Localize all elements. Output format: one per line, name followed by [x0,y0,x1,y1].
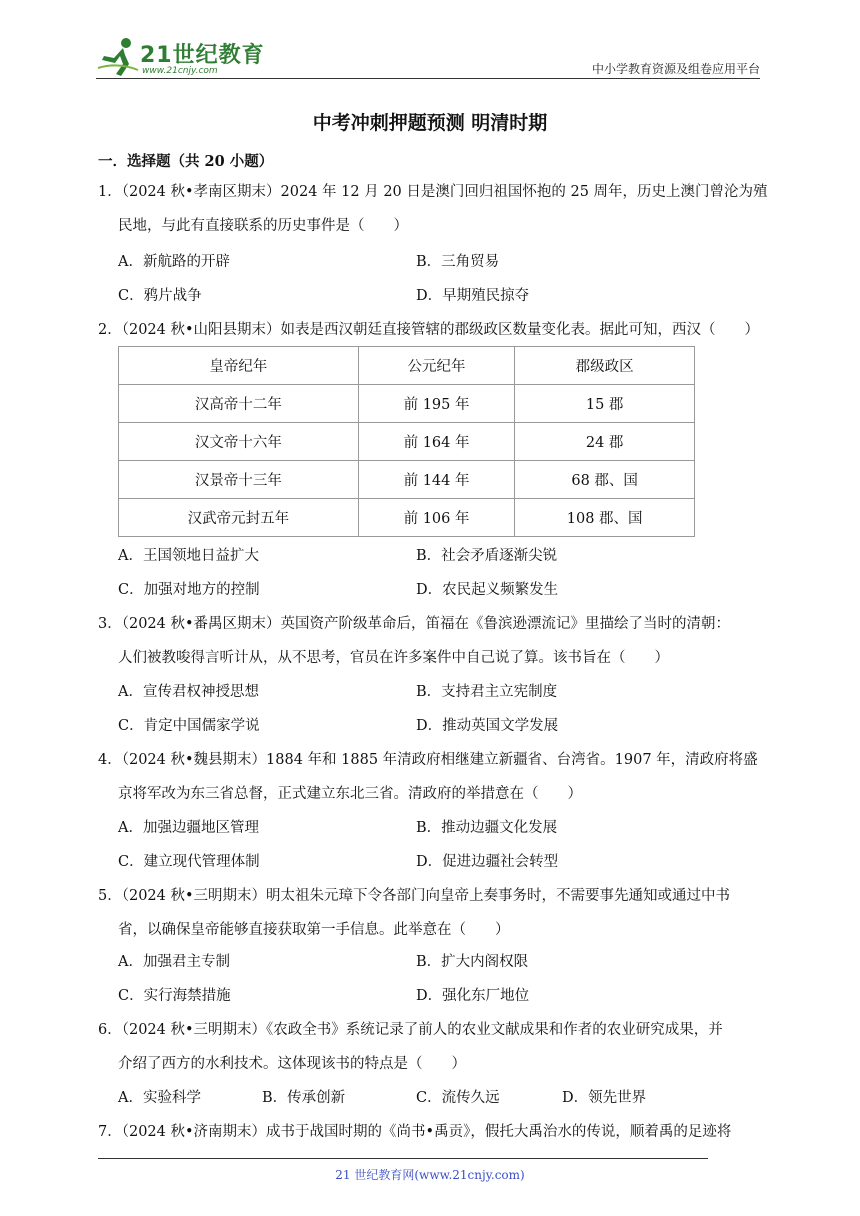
table-cell: 前 144 年 [358,461,515,499]
question-4-line-2: 京将军改为东三省总督，正式建立东北三省。清政府的举措意在（ ） [118,786,582,802]
question-3-option-c[interactable]: C．肯定中国儒家学说 [118,718,260,734]
table-cell: 汉武帝元封五年 [119,499,359,537]
logo-url: www.21cnjy.com [142,66,218,76]
header-divider [96,78,760,79]
table-cell: 前 195 年 [358,385,515,423]
question-1-option-d[interactable]: D．早期殖民掠夺 [416,288,530,304]
question-4-option-c[interactable]: C．建立现代管理体制 [118,854,260,870]
question-5-option-a[interactable]: A．加强君主专制 [118,954,230,970]
question-3-line-2: 人们被教唆得言听计从，从不思考，官员在许多案件中自己说了算。该书旨在（ ） [118,650,669,666]
page-title: 中考冲刺押题预测 明清时期 [312,112,548,134]
question-2-line-1: 2．（2024 秋•山阳县期末）如表是西汉朝廷直接管辖的郡级政区数量变化表。据此可知，西汉（ ） [98,322,760,338]
table-row [119,461,695,499]
page-header [96,30,760,80]
table-row [119,499,695,537]
question-2-option-c[interactable]: C．加强对地方的控制 [118,582,260,598]
table-cell: 24 郡 [515,423,695,461]
question-1-line-2: 民地，与此有直接联系的历史事件是（ ） [118,218,408,234]
question-4-option-d[interactable]: D．促进边疆社会转型 [416,854,559,870]
question-4-option-a[interactable]: A．加强边疆地区管理 [118,820,259,836]
question-1-option-c[interactable]: C．鸦片战争 [118,288,202,304]
table-header-cell: 皇帝纪年 [119,347,359,385]
table-header-row [119,347,695,385]
section-heading: 一．选择题（共 20 小题） [98,153,274,170]
table-cell: 15 郡 [515,385,695,423]
table-cell: 汉景帝十三年 [119,461,359,499]
table-cell: 汉高帝十二年 [119,385,359,423]
table-cell: 前 164 年 [358,423,515,461]
question-5-line-1: 5．（2024 秋•三明期末）明太祖朱元璋下令各部门向皇帝上奏事务时，不需要事先通知或通过中书 [98,888,731,904]
question-6-option-c[interactable]: C．流传久远 [416,1090,500,1106]
table-header-cell: 公元纪年 [358,347,515,385]
runner-logo-icon [96,36,140,78]
question-4-option-b[interactable]: B．推动边疆文化发展 [416,820,558,836]
question-3-option-d[interactable]: D．推动英国文学发展 [416,718,559,734]
table-header-cell: 郡级政区 [515,347,695,385]
question-1-option-a[interactable]: A．新航路的开辟 [118,254,230,270]
table-row [119,423,695,461]
question-1-line-1: 1．（2024 秋•孝南区期末）2024 年 12 月 20 日是澳门回归祖国怀抱的 25 周年，历史上澳门曾沦为殖 [98,184,768,200]
question-6-line-1: 6．（2024 秋•三明期末）《农政全书》系统记录了前人的农业文献成果和作者的农业研究成果，并 [98,1022,723,1038]
question-2-option-a[interactable]: A．王国领地日益扩大 [118,548,259,564]
question-5-option-c[interactable]: C．实行海禁措施 [118,988,231,1004]
question-3-option-a[interactable]: A．宣传君权神授思想 [118,684,259,700]
question-2-option-d[interactable]: D．农民起义频繁发生 [416,582,559,598]
table-row [119,385,695,423]
question-1-option-b[interactable]: B．三角贸易 [416,254,500,270]
question-5-option-b[interactable]: B．扩大内阁权限 [416,954,529,970]
table-cell: 108 郡、国 [515,499,695,537]
footer-divider [98,1158,708,1159]
question-6-option-d[interactable]: D．领先世界 [562,1090,647,1106]
question-6-option-a[interactable]: A．实验科学 [118,1090,201,1106]
footer-link[interactable]: 21 世纪教育网(www.21cnjy.com) [335,1168,525,1182]
table-cell: 前 106 年 [358,499,515,537]
question-3-line-1: 3．（2024 秋•番禺区期末）英国资产阶级革命后，笛福在《鲁滨逊漂流记》里描绘了当时的清朝： [98,616,731,632]
question-2-option-b[interactable]: B．社会矛盾逐渐尖锐 [416,548,558,564]
platform-name: 中小学教育资源及组卷应用平台 [591,62,760,76]
logo [96,36,266,80]
table-cell: 68 郡、国 [515,461,695,499]
question-5-option-d[interactable]: D．强化东厂地位 [416,988,530,1004]
question-7-line-1: 7．（2024 秋•济南期末）成书于战国时期的《尚书•禹贡》，假托大禹治水的传说，顺着禹的足迹将 [98,1124,732,1140]
logo-text: 21世纪教育 [140,43,265,68]
question-5-line-2: 省，以确保皇帝能够直接获取第一手信息。此举意在（ ） [118,922,510,938]
question-6-option-b[interactable]: B．传承创新 [262,1090,346,1106]
question-2-table [118,346,695,537]
question-4-line-1: 4．（2024 秋•魏县期末）1884 年和 1885 年清政府相继建立新疆省、台湾省。1907 年，清政府将盛 [98,752,758,768]
question-6-line-2: 介绍了西方的水利技术。这体现该书的特点是（ ） [118,1056,466,1072]
table-cell: 汉文帝十六年 [119,423,359,461]
question-3-option-b[interactable]: B．支持君主立宪制度 [416,684,558,700]
